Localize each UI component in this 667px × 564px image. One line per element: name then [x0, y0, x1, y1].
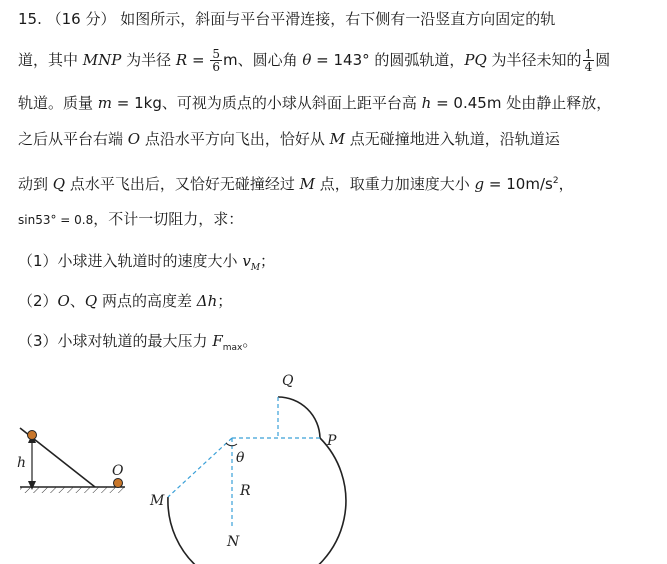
- label-n: N: [227, 534, 240, 550]
- label-p: P: [327, 433, 337, 449]
- superscript: 2: [552, 176, 559, 186]
- var-mnp: MNP: [82, 51, 122, 69]
- text-fragment: ；: [260, 252, 276, 270]
- text-fragment: 点无碰撞地进入轨道，沿轨道运: [345, 130, 560, 148]
- var-g: g: [474, 175, 485, 193]
- text-fragment: 轨道。质量: [18, 94, 98, 112]
- text-fragment: =: [187, 51, 210, 69]
- subscript: max: [222, 343, 243, 353]
- var-q: Q: [84, 292, 98, 310]
- fraction-numerator: 1: [584, 47, 593, 61]
- var-delta-h: Δh: [196, 292, 218, 310]
- label-q: Q: [282, 373, 294, 389]
- radius-to-m: [168, 438, 232, 497]
- problem-score: （16 分）: [46, 10, 116, 28]
- label-h: h: [17, 455, 27, 471]
- problem-number: 15.: [18, 10, 42, 28]
- text-fragment: 两点的高度差: [97, 292, 197, 310]
- text-fragment: = 143° 的圆弧轨道，: [311, 51, 465, 69]
- arc-mnp: [168, 438, 346, 564]
- theta-arc: [226, 443, 237, 446]
- label-m: M: [150, 493, 165, 509]
- fraction-denominator: 4: [584, 60, 593, 74]
- arc-pq: [278, 397, 320, 438]
- var-o: O: [127, 130, 141, 148]
- text-fragment: = 0.45m 处由静止释放，: [431, 94, 612, 112]
- var-o: O: [57, 292, 70, 310]
- ball-at-o: [114, 479, 123, 488]
- subscript: M: [250, 263, 261, 273]
- label-o: O: [112, 463, 124, 479]
- text-fragment: 动到: [18, 175, 53, 193]
- var-q: Q: [52, 175, 66, 193]
- var-m-point: M: [329, 130, 345, 148]
- text-fragment: ；: [217, 292, 233, 310]
- text-fragment: ，: [558, 175, 574, 193]
- var-v: v: [242, 252, 251, 270]
- text-fragment: （1）小球进入轨道时的速度大小: [18, 252, 243, 270]
- var-f: F: [212, 332, 223, 350]
- text-fragment: m、圆心角: [222, 51, 303, 69]
- text-fragment: （2）: [18, 292, 58, 310]
- text-fragment: 、: [69, 292, 85, 310]
- var-m-point: M: [299, 175, 315, 193]
- text-fragment: 点沿水平方向飞出，恰好从: [140, 130, 330, 148]
- text-fragment: 为半径未知的: [486, 51, 582, 69]
- text-fragment: （3）小球对轨道的最大压力: [18, 332, 213, 350]
- var-theta: θ: [302, 51, 312, 69]
- text-fragment: ，不计一切阻力，求：: [93, 210, 244, 228]
- text-fragment: 为半径: [121, 51, 176, 69]
- text-fragment: = 1kg、可视为质点的小球从斜面上距平台高: [112, 94, 422, 112]
- var-pq: PQ: [464, 51, 487, 69]
- label-r: R: [240, 483, 251, 499]
- text-fragment: 点，取重力加速度大小: [315, 175, 475, 193]
- line-1-text: 如图所示，斜面与平台平滑连接，右下侧有一沿竖直方向固定的轨: [120, 10, 556, 28]
- var-m: m: [97, 94, 113, 112]
- label-theta: θ: [236, 450, 245, 466]
- text-fragment: 圆: [595, 51, 611, 69]
- text-fragment: 点水平飞出后，又恰好无碰撞经过: [65, 175, 300, 193]
- text-fragment: = 10m/s: [484, 175, 553, 193]
- ground-hatch: [20, 487, 125, 493]
- ball-on-incline: [28, 431, 37, 440]
- fraction-denominator: 6: [212, 60, 220, 74]
- var-h: h: [421, 94, 432, 112]
- text-fragment: 之后从平台右端: [18, 130, 128, 148]
- text-fragment: 道，其中: [18, 51, 83, 69]
- fraction-numerator: 5: [212, 47, 220, 61]
- var-r: R: [175, 51, 188, 69]
- text-fragment: 。: [242, 332, 258, 350]
- sin-value: sin53° = 0.8: [18, 213, 94, 227]
